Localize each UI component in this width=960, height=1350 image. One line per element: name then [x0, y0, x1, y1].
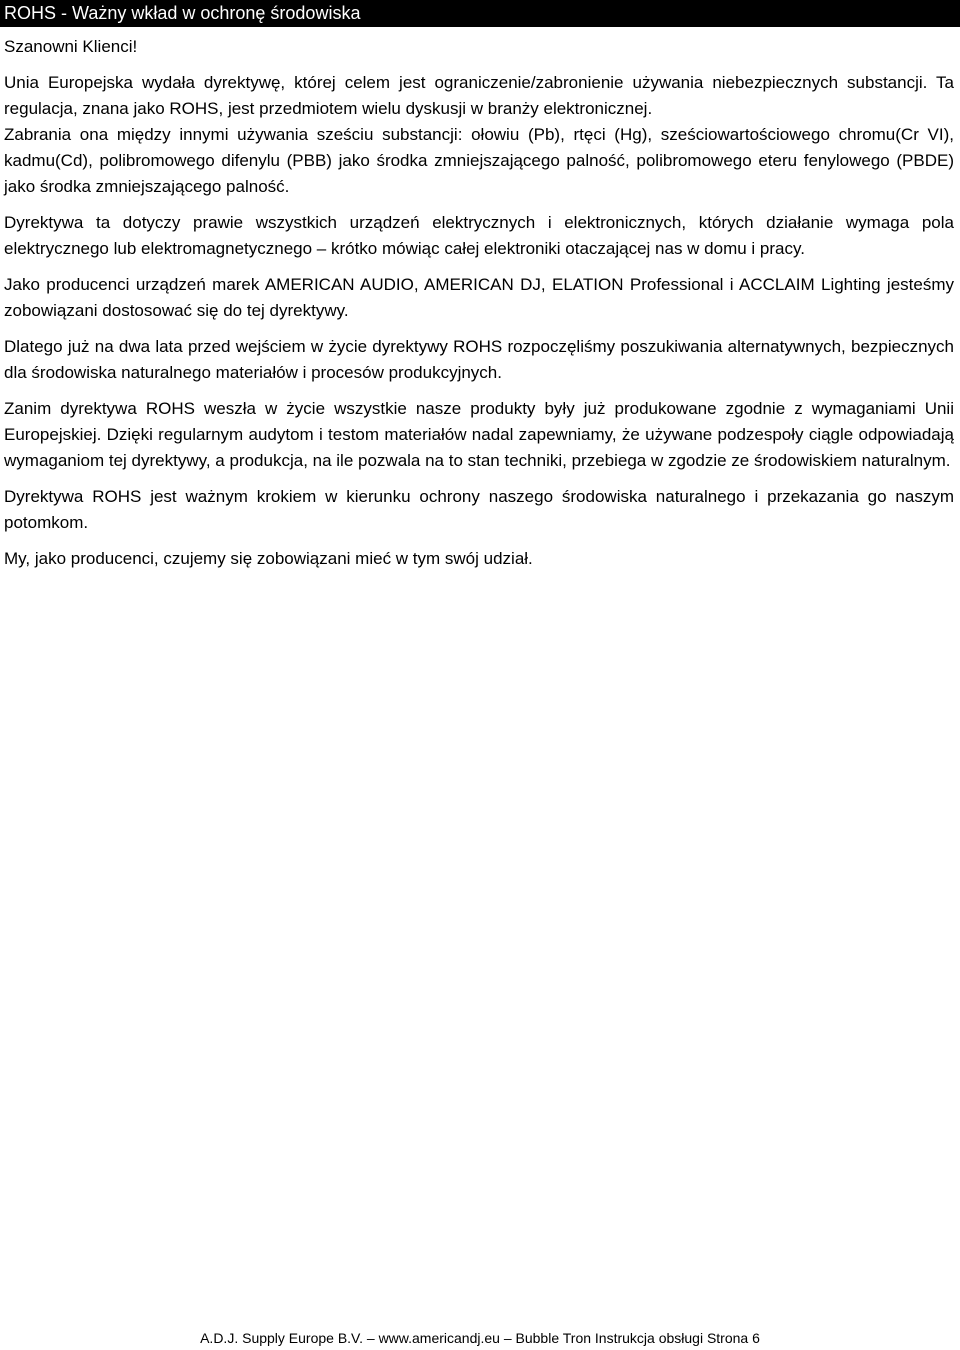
- paragraph-compliance: Zanim dyrektywa ROHS weszła w życie wszystkie nasze produkty były już produkowane zgodnie z wymaganiami Unii Europejskiej. Dzięki regularnym audytom i testom materiałów nadal zapewniamy, że używane podzespoły ciągle odpowiadają wymaganiom tej dyrektywy, a produkcja, na ile pozwala na to stan techniki, przebiega w zgodzie ze środowiskiem naturalnym.: [4, 399, 954, 470]
- paragraph-substances: Zabrania ona między innymi używania sześciu substancji: ołowiu (Pb), rtęci (Hg), sześciowartościowego chromu(Cr VI), kadmu(Cd), polibromowego difenylu (PBB) jako środka zmniejszającego palność, polibromowego eteru fenylowego (PBDE) jako środka zmniejszającego palność.: [4, 125, 954, 196]
- greeting: Szanowni Klienci!: [4, 37, 138, 56]
- paragraph-intro: Unia Europejska wydała dyrektywę, której celem jest ograniczenie/zabronienie używania niebezpiecznych substancji. Ta regulacja, znana jako ROHS, jest przedmiotem wielu dyskusji w branży elektronicznej.: [4, 73, 954, 118]
- paragraph-importance: Dyrektywa ROHS jest ważnym krokiem w kierunku ochrony naszego środowiska naturalnego i przekazania go naszym potomkom.: [4, 487, 954, 532]
- page-footer: [0, 1329, 960, 1347]
- paragraph-scope: Dyrektywa ta dotyczy prawie wszystkich urządzeń elektrycznych i elektronicznych, których działanie wymaga pola elektrycznego lub elektromagnetycznego – krótko mówiąc całej elektroniki otaczającej nas w domu i pracy.: [4, 213, 954, 258]
- footer-text: A.D.J. Supply Europe B.V. – www.americandj.eu – Bubble Tron Instrukcja obsługi Strona 6: [200, 1330, 760, 1346]
- document-body: [4, 34, 954, 582]
- paragraph-alternatives: Dlatego już na dwa lata przed wejściem w życie dyrektywy ROHS rozpoczęliśmy poszukiwania alternatywnych, bezpiecznych dla środowiska naturalnego materiałów i procesów produkcyjnych.: [4, 337, 954, 382]
- page-title: ROHS - Ważny wkład w ochronę środowiska: [4, 3, 361, 23]
- page-title-bar: [0, 0, 960, 27]
- paragraph-closing: My, jako producenci, czujemy się zobowiązani mieć w tym swój udział.: [4, 549, 533, 568]
- paragraph-brands: Jako producenci urządzeń marek AMERICAN AUDIO, AMERICAN DJ, ELATION Professional i ACCLAIM Lighting jesteśmy zobowiązani dostosować się do tej dyrektywy.: [4, 275, 954, 320]
